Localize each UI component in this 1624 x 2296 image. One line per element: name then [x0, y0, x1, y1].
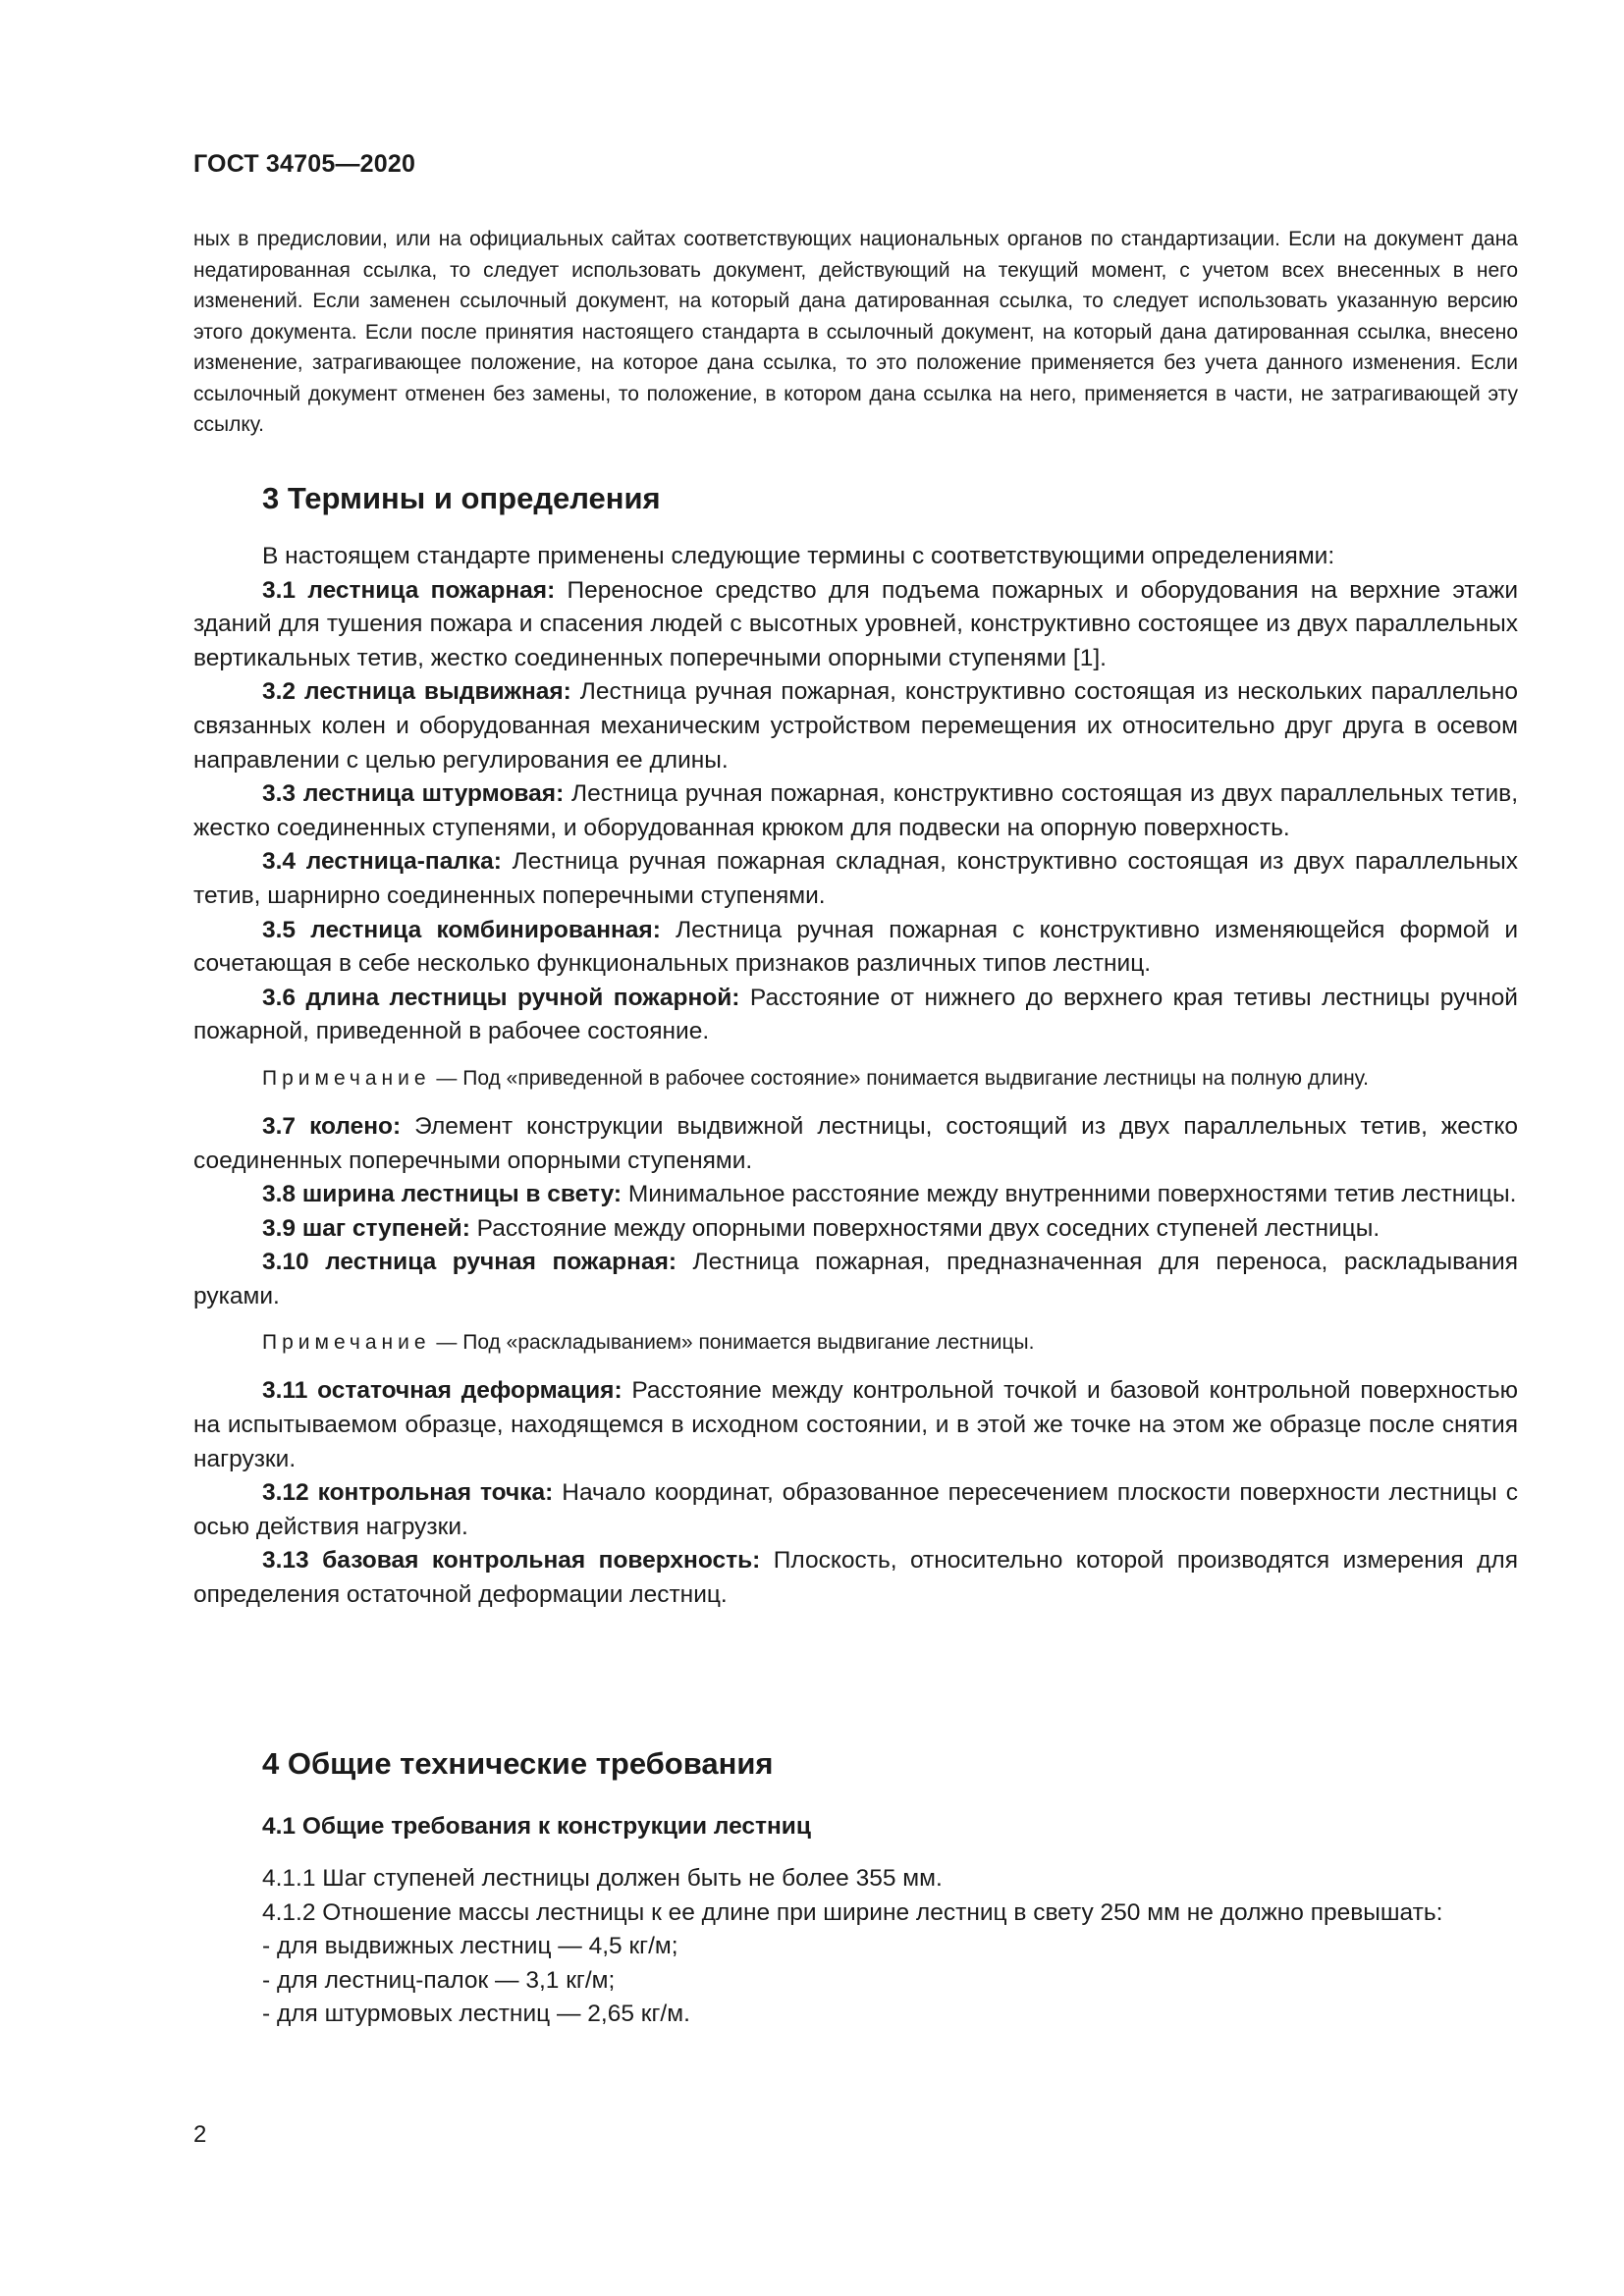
term-3-6 [193, 982, 1518, 1049]
intro-paragraph: ных в предисловии, или на официальных сайтах соответствующих национальных органов по стандартизации. Если на документ дана недатированная ссылка, то следует использовать документ, действующий на текущий момент, с учетом всех внесенных в него изменений. Если заменен ссылочный документ, на который дана датированная ссылка, то следует использовать указанную версию этого документа. Если после принятия настоящего стандарта в ссылочный документ, на который дана датированная ссылка, внесено изменение, затрагивающее положение, на которое дана ссылка, то это положение применяется без учета данного изменения. Если ссылочный документ отменен без замены, то положение, в котором дана ссылка на него, применяется в части, не затрагивающей эту ссылку. [193, 228, 1518, 436]
term-name: 3.4 лестница-палка: [262, 848, 502, 876]
term-definition: Расстояние между контрольной точкой и базовой контрольной поверхностью на испытываемом образце, находящемся в исходном состоянии, и в этой же точке на этом же образце после снятия нагрузки. [193, 1377, 1519, 1472]
term-3-12 [193, 1476, 1518, 1544]
term-3-3 [193, 777, 1518, 845]
term-3-2 [193, 675, 1518, 777]
term-name: 3.3 лестница штурмовая: [262, 780, 565, 808]
term-definition: Лестница ручная пожарная, конструктивно состоящая из двух параллельных тетив, жестко соединенных ступенями, и оборудованная крюком для подвески на опорную поверхность. [193, 780, 1519, 841]
term-name: 3.12 контрольная точка: [262, 1479, 554, 1507]
note-1 [193, 1063, 1518, 1095]
term-definition: Элемент конструкции выдвижной лестницы, состоящий из двух параллельных тетив, жестко соединенных поперечными опорными ступенями. [193, 1112, 1518, 1174]
note-label: Примечание [262, 1066, 431, 1090]
term-name: 3.2 лестница выдвижная: [262, 678, 571, 706]
term-definition: Расстояние между опорными поверхностями двух соседних ступеней лестницы. [476, 1214, 1380, 1242]
term-name: 3.7 колено: [262, 1112, 402, 1140]
term-definition: Лестница ручная пожарная с конструктивно изменяющейся формой и сочетающая в себе несколько функциональных признаков различных типов лестниц. [193, 916, 1519, 978]
section-3-lead: В настоящем стандарте применены следующие термины с соответствующими определениями: [262, 543, 1335, 569]
term-3-5 [193, 914, 1518, 982]
term-name: 3.10 лестница ручная пожарная: [262, 1249, 677, 1276]
term-definition: Расстояние от нижнего до верхнего края тетивы лестницы ручной пожарной, приведенной в рабочее состояние. [193, 984, 1518, 1045]
term-3-7 [193, 1110, 1518, 1178]
requirement-4-1-2: 4.1.2 Отношение массы лестницы к ее длине при ширине лестниц в свету 250 мм не должно превышать: [262, 1898, 1443, 1926]
requirement-4-1-1: 4.1.1 Шаг ступеней лестницы должен быть не более 355 мм. [262, 1865, 943, 1892]
term-definition: Лестница ручная пожарная складная, конструктивно состоящая из двух параллельных тетив, шарнирно соединенных поперечными ступенями. [193, 848, 1519, 909]
term-definition: Лестница ручная пожарная, конструктивно состоящая из нескольких параллельно связанных колен и оборудованная механическим устройством перемещения их относительно друг друга в осевом направлении с целью регулирования ее длины. [193, 678, 1518, 774]
section-3-title: 3 Термины и определения [262, 481, 661, 515]
terms-list [193, 540, 1518, 1613]
term-name: 3.8 ширина лестницы в свету: [262, 1181, 623, 1208]
term-3-9 [193, 1212, 1518, 1247]
term-name: 3.13 базовая контрольная поверхность: [262, 1547, 761, 1575]
term-definition: Переносное средство для подъема пожарных и оборудования на верхние этажи зданий для тушения пожара и спасения людей с высотных уровней, конструктивно состоящее из двух параллельных вертикальных тетив, жестко соединенных поперечными опорными ступенями [1]. [193, 576, 1519, 671]
term-3-13 [193, 1544, 1518, 1612]
list-item: - для штурмовых лестниц — 2,65 кг/м. [262, 2001, 690, 2028]
term-name: 3.1 лестница пожарная: [262, 576, 556, 604]
list-item: - для выдвижных лестниц — 4,5 кг/м; [262, 1933, 678, 1960]
term-definition: Лестница пожарная, предназначенная для переноса, раскладывания руками. [193, 1249, 1518, 1309]
section-4-title: 4 Общие технические требования [262, 1746, 774, 1781]
note-text: — Под «раскладыванием» понимается выдвигание лестницы. [436, 1331, 1035, 1355]
term-3-1 [193, 574, 1518, 676]
list-item: - для лестниц-палок — 3,1 кг/м; [262, 1966, 616, 1994]
term-3-8 [193, 1178, 1518, 1212]
term-name: 3.6 длина лестницы ручной пожарной: [262, 984, 740, 1011]
document-code-header: ГОСТ 34705—2020 [193, 150, 416, 178]
term-name: 3.11 остаточная деформация: [262, 1377, 623, 1405]
term-3-4 [193, 845, 1518, 913]
term-3-11 [193, 1374, 1518, 1476]
requirements-block [193, 1862, 1518, 2032]
term-definition: Плоскость, относительно которой производятся измерения для определения остаточной деформации лестниц. [193, 1547, 1518, 1609]
term-3-10 [193, 1246, 1518, 1313]
note-2 [193, 1327, 1518, 1359]
page-number: 2 [193, 2121, 207, 2148]
term-definition: Минимальное расстояние между внутренними поверхностями тетив лестницы. [627, 1181, 1517, 1208]
subsection-4-1-title: 4.1 Общие требования к конструкции лестниц [262, 1813, 811, 1840]
term-name: 3.9 шаг ступеней: [262, 1214, 470, 1242]
note-text: — Под «приведенной в рабочее состояние» понимается выдвигание лестницы на полную длину. [436, 1066, 1369, 1090]
note-label: Примечание [262, 1331, 431, 1355]
term-name: 3.5 лестница комбинированная: [262, 916, 661, 943]
term-definition: Начало координат, образованное пересечением плоскости поверхности лестницы с осью действия нагрузки. [193, 1479, 1519, 1540]
